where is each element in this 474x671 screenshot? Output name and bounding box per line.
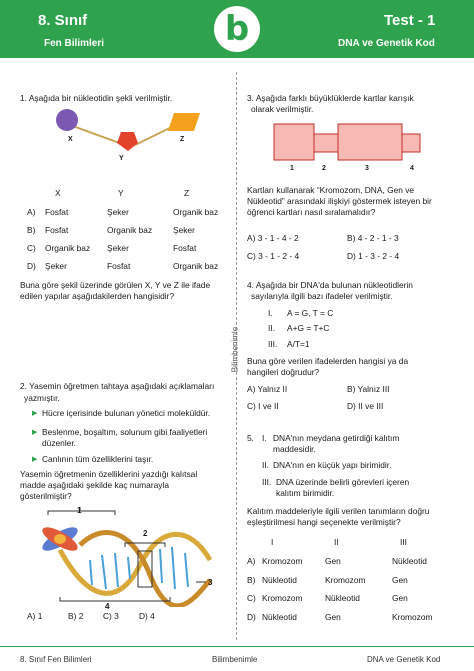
option-z: Şeker bbox=[173, 225, 195, 235]
q5-statement-1-line2: maddesidir. bbox=[273, 444, 316, 454]
bullet-triangle-icon: ▶ bbox=[32, 410, 38, 417]
shape-label-z: Z bbox=[180, 136, 185, 143]
q1-col-header-y: Y bbox=[118, 188, 124, 198]
q4-option-c[interactable]: C) I ve II bbox=[247, 401, 279, 411]
q3-option-d[interactable]: D) 1 - 3 - 2 - 4 bbox=[347, 251, 400, 261]
q2-question-line1: Yasemin öğretmenin özelliklerini yazdığı kalıtsal bbox=[20, 469, 198, 479]
base-parallelogram bbox=[168, 113, 200, 131]
option-c1: Nükleotid bbox=[262, 612, 297, 622]
option-letter: A) bbox=[27, 207, 36, 217]
option-x: Fosfat bbox=[45, 225, 69, 235]
card-label-4: 4 bbox=[410, 165, 414, 172]
q5-col-header-iii: III bbox=[400, 537, 407, 547]
q3-stem-line1: 3. Aşağıda farklı büyüklüklerde kartlar karışık bbox=[247, 93, 414, 103]
option-letter: D) bbox=[27, 261, 36, 271]
option-c3: Gen bbox=[392, 593, 408, 603]
q2-option-a[interactable]: A) 1 bbox=[27, 611, 43, 621]
option-x: Organik baz bbox=[45, 243, 91, 253]
q4-question-line1: Buna göre verilen ifadelerden hangisi ya da bbox=[247, 356, 409, 366]
q5-statement-1-line1: DNA'nın meydana getirdiği kalıtım bbox=[273, 433, 400, 443]
grade-label: 8. Sınıf bbox=[38, 12, 88, 29]
option-z: Fosfat bbox=[173, 243, 197, 253]
shape-label-x: X bbox=[68, 136, 73, 143]
q1-col-header-x: X bbox=[55, 188, 61, 198]
q2-stem-line2: yazmıştır. bbox=[24, 393, 60, 403]
card-label-3: 3 bbox=[365, 165, 369, 172]
option-c1: Nükleotid bbox=[262, 575, 297, 585]
dna-label-3: 3 bbox=[208, 578, 213, 587]
bracket-1 bbox=[48, 511, 115, 515]
option-c3: Kromozom bbox=[392, 612, 433, 622]
q5-statement-1-num: I. bbox=[262, 433, 267, 443]
side-watermark: Bilimbenimle bbox=[230, 326, 240, 373]
q5-statement-3-line1: DNA üzerinde belirli görevleri içeren bbox=[276, 477, 410, 487]
option-x: Fosfat bbox=[45, 207, 69, 217]
q1-stem: 1. Aşağıda bir nükleotidin şekli verilmiştir. bbox=[20, 93, 173, 103]
option-y: Şeker bbox=[107, 243, 129, 253]
card-label-2: 2 bbox=[322, 165, 326, 172]
shape-label-y: Y bbox=[119, 155, 124, 162]
phosphate-circle bbox=[56, 109, 78, 131]
option-letter: A) bbox=[247, 556, 256, 566]
dna-label-2: 2 bbox=[143, 529, 148, 538]
option-z: Organik baz bbox=[173, 261, 219, 271]
q2-bullet-2-line2: düzenler. bbox=[42, 438, 76, 448]
option-c1: Kromozom bbox=[262, 593, 303, 603]
bullet-triangle-icon: ▶ bbox=[32, 429, 38, 436]
q5-col-header-i: I bbox=[271, 537, 274, 547]
page-header bbox=[0, 0, 474, 58]
option-c1: Kromozom bbox=[262, 556, 303, 566]
dna-label-4: 4 bbox=[105, 602, 110, 611]
q2-question-line2: madde aşağıdaki şekilde kaç numarayla bbox=[20, 480, 169, 490]
q5-question-line2: eşleştirilmesi hangi seçenekte verilmiştir? bbox=[247, 517, 401, 527]
q5-statement-3-num: III. bbox=[262, 477, 272, 487]
q1-question-line1: Buna göre şekil üzerinde görülen X, Y ve Z ile ifade bbox=[20, 280, 211, 290]
q4-stem-line2: sayılarıyla ilgili bazı ifadeler verilmiştir. bbox=[251, 291, 393, 301]
q5-statement-3-line2: kalıtım birimidir. bbox=[276, 488, 335, 498]
q4-statement-2-num: II. bbox=[268, 323, 275, 333]
card-2 bbox=[314, 134, 338, 152]
option-y: Fosfat bbox=[107, 261, 131, 271]
nucleotide-figure bbox=[50, 105, 220, 165]
q2-bullet-1: Hücre içerisinde bulunan yönetici moleküldür. bbox=[42, 408, 211, 418]
q5-statement-2-line1: DNA'nın en küçük yapı birimidir. bbox=[273, 460, 392, 470]
q4-statement-3: A/T=1 bbox=[287, 339, 310, 349]
option-c3: Nükleotid bbox=[392, 556, 427, 566]
q4-statement-1-num: I. bbox=[268, 308, 273, 318]
q2-question-line3: gösterilmiştir? bbox=[20, 491, 72, 501]
footer-left: 8. Sınıf Fen Bilimleri bbox=[20, 655, 92, 664]
card-1 bbox=[274, 124, 314, 160]
q4-statement-1: A = G, T = C bbox=[287, 308, 334, 318]
q4-question-line2: hangileri doğrudur? bbox=[247, 367, 320, 377]
card-label-1: 1 bbox=[290, 165, 294, 172]
bond-line-xy bbox=[70, 125, 125, 145]
bracket-4 bbox=[60, 597, 170, 601]
dna-strand-2 bbox=[80, 533, 213, 606]
q5-num: 5. bbox=[247, 433, 254, 443]
option-y: Şeker bbox=[107, 207, 129, 217]
q3-question-line2: Nükleotid” arasındaki ilişkiyi göstermek isteyen bir bbox=[247, 196, 432, 206]
option-c2: Gen bbox=[325, 612, 341, 622]
cards-figure bbox=[270, 120, 430, 176]
option-x: Şeker bbox=[45, 261, 67, 271]
option-letter: B) bbox=[27, 225, 36, 235]
bullet-triangle-icon: ▶ bbox=[32, 456, 38, 463]
q5-question-line1: Kalıtım maddeleriyle ilgili verilen tanımların doğru bbox=[247, 506, 430, 516]
q2-bullet-3: Canlının tüm özelliklerini taşır. bbox=[42, 454, 154, 464]
card-4 bbox=[402, 134, 420, 152]
dna-figure bbox=[20, 505, 220, 607]
q2-stem-line1: 2. Yasemin öğretmen tahtaya aşağıdaki açıklamaları bbox=[20, 381, 215, 391]
q2-option-c[interactable]: C) 3 bbox=[103, 611, 119, 621]
footer-center: Bilimbenimle bbox=[212, 655, 258, 664]
sugar-pentagon bbox=[117, 132, 138, 151]
option-y: Organik baz bbox=[107, 225, 153, 235]
q3-option-b[interactable]: B) 4 - 2 - 1 - 3 bbox=[347, 233, 399, 243]
option-c2: Gen bbox=[325, 556, 341, 566]
topic-label: DNA ve Genetik Kod bbox=[338, 38, 435, 49]
q2-option-b[interactable]: B) 2 bbox=[68, 611, 84, 621]
q2-bullet-2-line1: Beslenme, boşaltım, solunum gibi faaliyetleri bbox=[42, 427, 208, 437]
option-letter: C) bbox=[27, 243, 36, 253]
subject-label: Fen Bilimleri bbox=[44, 38, 105, 49]
test-label: Test - 1 bbox=[384, 12, 436, 29]
brand-logo bbox=[214, 6, 260, 52]
option-c3: Gen bbox=[392, 575, 408, 585]
card-3 bbox=[338, 124, 402, 160]
option-letter: C) bbox=[247, 593, 256, 603]
footer-right: DNA ve Genetik Kod bbox=[367, 655, 441, 664]
q3-option-a[interactable]: A) 3 - 1 - 4 - 2 bbox=[247, 233, 299, 243]
dna-label-1: 1 bbox=[77, 506, 82, 515]
q3-option-c[interactable]: C) 3 - 1 - 2 - 4 bbox=[247, 251, 300, 261]
option-z: Organik baz bbox=[173, 207, 219, 217]
q3-question-line1: Kartları kullanarak “Kromozom, DNA, Gen ve bbox=[247, 185, 415, 195]
q5-statement-2-num: II. bbox=[262, 460, 269, 470]
q3-stem-line2: olarak verilmiştir. bbox=[251, 104, 314, 114]
q4-option-a[interactable]: A) Yalnız II bbox=[247, 384, 288, 394]
q4-option-d[interactable]: D) II ve III bbox=[347, 401, 384, 411]
q5-col-header-ii: II bbox=[334, 537, 339, 547]
page-footer bbox=[0, 646, 474, 671]
q4-statement-3-num: III. bbox=[268, 339, 278, 349]
q4-statement-2: A+G = T+C bbox=[287, 323, 330, 333]
option-c2: Nükleotid bbox=[325, 593, 360, 603]
option-letter: B) bbox=[247, 575, 256, 585]
q4-option-b[interactable]: B) Yalnız III bbox=[347, 384, 390, 394]
q1-question-line2: edilen yapılar aşağıdakilerden hangisidir? bbox=[20, 291, 175, 301]
q4-stem-line1: 4. Aşağıda bir DNA'da bulunan nükleotidlerin bbox=[247, 280, 413, 290]
q3-question-line3: öğrenci kartları nasıl sıralamalıdır? bbox=[247, 207, 376, 217]
option-letter: D) bbox=[247, 612, 256, 622]
logo-letter: b bbox=[224, 9, 250, 49]
q2-option-d[interactable]: D) 4 bbox=[139, 611, 155, 621]
option-c2: Kromozom bbox=[325, 575, 366, 585]
q1-col-header-z: Z bbox=[184, 188, 190, 198]
